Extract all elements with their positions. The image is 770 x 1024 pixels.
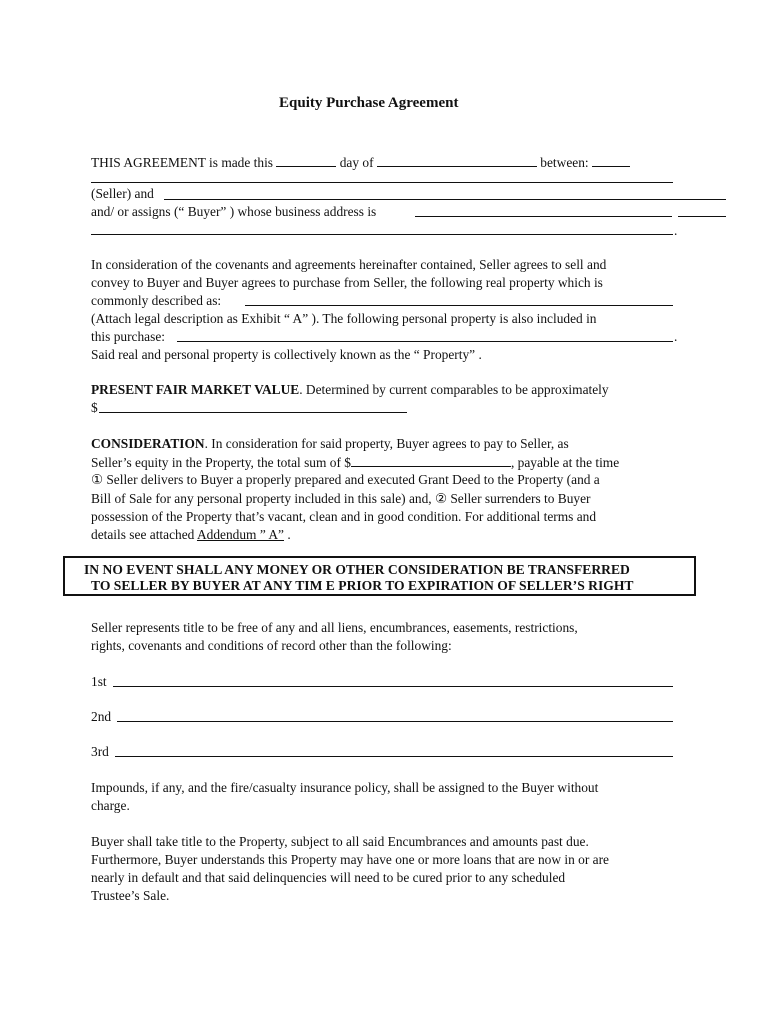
para-covenants-l6: Said real and personal property is collectively known as the “ Property” .	[91, 347, 482, 362]
seller-name-field-start[interactable]	[592, 153, 630, 167]
property-description-field[interactable]	[245, 305, 673, 306]
seller-name-field[interactable]	[91, 182, 673, 183]
encumbrance-2-label: 2nd	[91, 709, 112, 724]
intro-text-made-this: THIS AGREEMENT is made this	[91, 155, 274, 170]
fair-market-value-field[interactable]	[99, 412, 407, 413]
title-para-l2: rights, covenants and conditions of record other than the following:	[91, 638, 452, 653]
para-covenants-l1: In consideration of the covenants and agreements hereinafter contained, Seller agrees to sell and	[91, 257, 607, 272]
impounds-l2: charge.	[91, 798, 130, 813]
title-para-l1: Seller represents title to be free of any and all liens, encumbrances, easements, restrictions,	[91, 620, 578, 635]
buyer-line	[91, 185, 154, 203]
encumbrance-1-field[interactable]	[113, 686, 673, 687]
details-label: details see attached	[91, 527, 195, 542]
commonly-described-label: commonly described as:	[91, 293, 222, 308]
notice-box	[63, 556, 696, 596]
consideration-l1	[91, 435, 569, 453]
para-covenants-l5	[91, 328, 165, 346]
encumbrance-3-field[interactable]	[115, 756, 673, 757]
dollar-sign: $	[91, 400, 98, 415]
consideration-l6	[91, 526, 291, 544]
business-address-field[interactable]	[415, 216, 672, 217]
seller-and-label: (Seller) and	[91, 186, 154, 201]
business-address-field-2[interactable]	[91, 234, 673, 235]
consideration-l2	[91, 453, 619, 472]
notice-line-2: TO SELLER BY BUYER AT ANY TIM E PRIOR TO EXPIRATION OF SELLER’S RIGHT	[91, 578, 634, 593]
payable-label: , payable at the time	[510, 455, 620, 470]
encumbrance-1-label: 1st	[91, 674, 107, 689]
encumbrance-3-label: 3rd	[91, 744, 109, 759]
address-end-period: .	[674, 223, 678, 238]
buyer-title-l3: nearly in default and that said delinquencies will need to be cured prior to any scheduled	[91, 870, 566, 885]
details-end: .	[284, 527, 291, 542]
business-address-label: and/ or assigns (“ Buyer” ) whose business address is	[91, 204, 377, 219]
impounds-l1: Impounds, if any, and the fire/casualty insurance policy, shall be assigned to the Buyer without	[91, 780, 599, 795]
consideration-l3: ① Seller delivers to Buyer a properly prepared and executed Grant Deed to the Property (and a	[91, 472, 600, 487]
intro-text-between: between:	[540, 155, 589, 170]
personal-property-field[interactable]	[177, 341, 673, 342]
notice-line-1: IN NO EVENT SHALL ANY MONEY OR OTHER CONSIDERATION BE TRANSFERRED	[84, 562, 630, 577]
para-covenants-l4: (Attach legal description as Exhibit “ A” ). The following personal property is also included in	[91, 311, 597, 326]
para-covenants-l3	[91, 292, 221, 310]
fair-market-heading: PRESENT FAIR MARKET VALUE	[91, 382, 300, 397]
total-sum-label: Seller’s equity in the Property, the total sum of $	[91, 455, 351, 470]
intro-text-day-of: day of	[339, 155, 374, 170]
fair-market-line	[91, 381, 609, 399]
buyer-title-l2: Furthermore, Buyer understands this Property may have one or more loans that are now in or are	[91, 852, 609, 867]
fair-market-value-line	[91, 399, 98, 417]
total-sum-field[interactable]	[351, 453, 511, 467]
buyer-name-field[interactable]	[164, 199, 726, 200]
para-covenants-l2: convey to Buyer and Buyer agrees to purchase from Seller, the following real property which is	[91, 275, 603, 290]
consideration-text: . In consideration for said property, Buyer agrees to pay to Seller, as	[204, 436, 569, 451]
agreement-date-line	[91, 153, 630, 172]
buyer-title-l4: Trustee’s Sale.	[91, 888, 170, 903]
encumbrance-2-field[interactable]	[117, 721, 673, 722]
personal-property-end-period: .	[674, 329, 678, 344]
consideration-heading: CONSIDERATION	[91, 436, 205, 451]
consideration-l4: Bill of Sale for any personal property included in this sale) and, ② Seller surrenders to Buyer	[91, 491, 591, 506]
fair-market-text: . Determined by current comparables to be approximately	[299, 382, 609, 397]
business-address-line	[91, 203, 376, 221]
consideration-l5: possession of the Property that’s vacant, clean and in good condition. For additional terms and	[91, 509, 597, 524]
document-title: Equity Purchase Agreement	[279, 95, 459, 111]
business-address-field-extra[interactable]	[678, 216, 726, 217]
day-number-field[interactable]	[276, 153, 336, 167]
addendum-a-link[interactable]: Addendum ” A”	[196, 527, 284, 542]
buyer-title-l1: Buyer shall take title to the Property, subject to all said Encumbrances and amounts past due.	[91, 834, 589, 849]
month-year-field[interactable]	[377, 153, 537, 167]
this-purchase-label: this purchase:	[91, 329, 166, 344]
